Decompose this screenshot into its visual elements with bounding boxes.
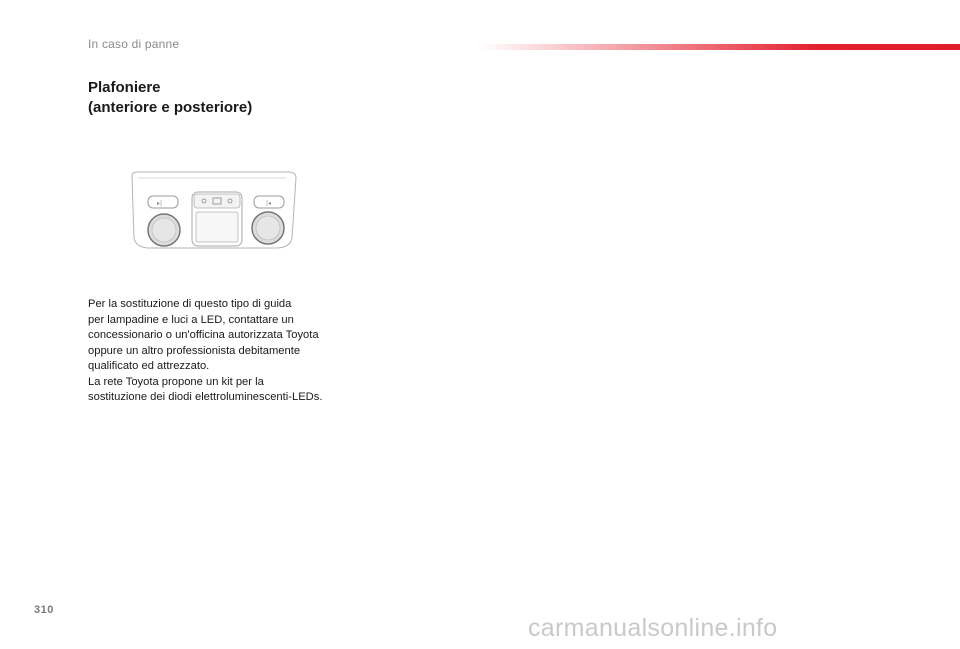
instruction-line: per lampadine e luci a LED, contattare un [88, 313, 294, 326]
page-title-line-2: (anteriore e posteriore) [88, 99, 253, 116]
svg-text:▸|: ▸| [157, 200, 163, 207]
page-title [88, 78, 252, 118]
instruction-line: sostituzione dei diodi elettroluminescenti-LEDs. [88, 391, 323, 403]
page-number: 310 [34, 604, 54, 616]
instruction-paragraph [88, 297, 358, 406]
ceiling-lamp-drawing [126, 168, 300, 254]
watermark: carmanualsonline.info [528, 614, 778, 642]
header-accent-bar [480, 44, 960, 50]
svg-text:|◂: |◂ [266, 200, 272, 207]
instruction-line: Per la sostituzione di questo tipo di guida [88, 298, 292, 310]
page-title-line-1: Plafoniere [88, 79, 161, 96]
ceiling-lamp-illustration [126, 168, 300, 254]
section-header: In caso di panne [88, 37, 180, 51]
instruction-line: oppure un altro professionista debitamente [88, 344, 301, 357]
instruction-line: qualificato ed attrezzato. [88, 360, 210, 372]
instruction-line: La rete Toyota propone un kit per la [88, 375, 264, 388]
instruction-line: concessionario o un'officina autorizzata Toyota [88, 329, 319, 341]
